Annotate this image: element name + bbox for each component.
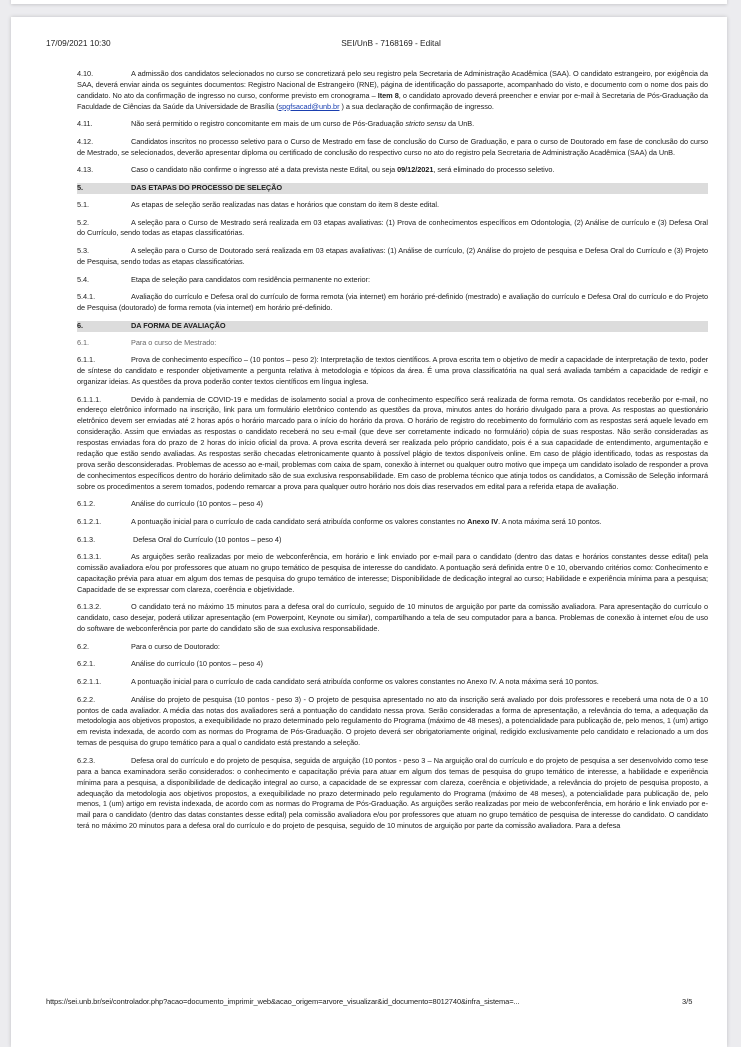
- clause-text: A admissão dos candidatos selecionados no curso se concretizará pelo seu registro pela Secretaria de Administração Acadêmica (SAA). O candidato estrangeiro, por exigência da SAA, deverá enviar ainda os seguintes documentos: Registro Nacional de Estrangeiro (RNE), página de identificação do passaporte, acompanhado do visto, e documento com o nome dos pais do candidato. No ato da confirmação de ingresso no curso, conforme previsto em cronograma –: [77, 69, 708, 100]
- clause-text: A pontuação inicial para o currículo de cada candidato será atribuída conforme os valores constantes no Anexo IV. A nota máxima será 10 pontos.: [131, 677, 599, 687]
- clause-number: 6.2.: [77, 641, 90, 651]
- clause-text: Para o curso de Doutorado:: [131, 641, 220, 651]
- clause-text: Caso o candidato não confirme o ingresso até a data prevista neste Edital, ou seja: [131, 165, 398, 175]
- clause-number: 6.1.2.1.: [77, 516, 102, 526]
- clause-number: 5.4.: [77, 274, 90, 284]
- clause-text: Etapa de seleção para candidatos com residência permanente no exterior:: [131, 274, 370, 284]
- document-url[interactable]: https://sei.unb.br/sei/controlador.php?acao=documento_imprimir_web&acao_origem=arvore_visualizar&id_documento=8012740&infra_sistema=...: [46, 997, 520, 1006]
- clause-text: Candidatos inscritos no processo seletivo para o Curso de Mestrado em fase de conclusão do Curso de Graduação, e para o curso de Doutorado em fase de conclusão do curso de Mestrado, se selecionados, deverão apresentar diploma ou certificado de conclusão do respectivo curso no ato do registro pela Secretaria de Administração Acadêmica (SAA) da UnB.: [77, 136, 708, 157]
- clause-number: 6.: [77, 320, 84, 330]
- email-link[interactable]: spgfsacad@unb.br: [278, 101, 340, 111]
- print-header: [11, 38, 727, 52]
- clause-number: 5.3.: [77, 246, 90, 255]
- clause-number: 5.4.1.: [77, 292, 96, 302]
- clause-number: 6.1.1.1.: [77, 394, 102, 404]
- clause-paragraph: [77, 292, 708, 314]
- page-number: 3/5: [682, 997, 693, 1006]
- clause-number: 6.2.1.1.: [77, 677, 102, 687]
- clause-number: 6.1.3.1.: [77, 552, 102, 562]
- clause-paragraph: [77, 535, 708, 546]
- document-body: [77, 69, 708, 839]
- clause-text: Para o curso de Mestrado:: [131, 337, 217, 347]
- clause-text: Devido à pandemia de COVID-19 e medidas de isolamento social a prova de conhecimento específico será realizada de forma remota. Os candidatos receberão por e-mail, no endereço eletrônico informado na inscrição, link para um formulário eletrônico contendo as questões da prova, minutos antes do horário divulgado para a prova. As respostas ao questionário eletrônico devem ser enviadas até 2 horas após o horário marcado para o início do horário da prova. O horário de registro do recebimento do formulário com as respostas será aquele levado em consideração. Assim que enviadas as respostas o candidato receberá no seu e-mail (que deve ser corretamente indicado no formulário) cópia de suas respostas. Não serão consideradas as respostas enviadas fora do prazo de 2 horas do início oficial da prova. A prova escrita deverá ser realizada pelo próprio candidato, pois é a sua capacidade de entendimento, argumentação e redação que estão sendo avaliadas. As respostas serão checadas eletronicamente quanto à possível plágio de textos disponíveis online. Em caso de plágio identificado, todas as respostas da prova serão desconsideradas. Problemas de acesso ao e-mail, problemas com caixa de spam, conexão à internet ou qualquer outro motivo que impeça um candidato isolado de responder a prova de conhecimentos específicos dentro do horário delimitado são de sua exclusiva responsabilidade. Em caso de problema técnico que atinja todos os candidatos, a Comissão de Seleção informará sobre os procedimentos a serem tomados, podendo remarcar a prova para qualquer outro horário nos dois dias reservados em edital para a referida etapa de avaliação.: [77, 394, 708, 491]
- clause-number: 6.1.: [77, 337, 90, 347]
- clause-text: , o candidato aprovado deverá preencher e enviar por e-mail à Secretaria de Pós-Graduação da Faculdade de Ciências da Saúde da Universidade de Brasília (: [77, 90, 708, 111]
- clause-paragraph: [77, 218, 708, 240]
- clause-text: A seleção para o Curso de Mestrado será realizada em 03 etapas avaliativas: (1) Prova de conhecimentos específicos em Odontologia, (2) Análise de currículo e (3) Defesa Oral do Currículo, sendo todas as etapas classificatórias.: [77, 217, 708, 238]
- clause-paragraph: [77, 355, 708, 388]
- document-title: SEI/UnB - 7168169 - Edital: [341, 38, 441, 48]
- clause-text: Avaliação do currículo e Defesa oral do currículo de forma remota (via internet) em horário pré-definido (mestrado) e avaliação do currículo e Defesa Oral do currículo e do Projeto de Pesquisa (doutorado) de forma remota (via internet) em horário pré-definido.: [77, 292, 708, 312]
- clause-number: 4.12.: [77, 136, 94, 146]
- clause-number: 6.1.3.2.: [77, 602, 102, 612]
- clause-text: Defesa oral do currículo e do projeto de pesquisa, seguida de arguição (10 pontos - peso 3 – Na arguição oral do currículo e do projeto de pesquisa a ser desenvolvido como tese para a banca examinadora serão considerados: o conhecimento e capacitação prévia para atuar em algum dos temas de pesquisa do grupo temático de interesse, a habilidade e experiência mínima para a pesquisa, a disponibilidade de dedicação integral ao curso, a capacidade de se expressar com clareza, coerência e objetividade, a relevância do projeto de pesquisa proposto, a adequação da metodologia aos objetivos propostos, a exequibilidade no prazo determinado pelo regulamento do Programa (máximo de 48 meses), a potencialidade para publicação de, pelo menos, 1 (um) artigo em revista indexada, de acordo com as normas do Programa de Pós-Graduação. As arguições serão realizadas por meio de webconferência, em horário e link enviado por e-mail para o candidato (dentro das datas constantes desse edital) pela comissão avaliadora e/ou por professores que atuam no grupo temático de pesquisa de interesse do candidato. O candidato terá no máximo 20 minutos para a defesa oral do currículo e do projeto de pesquisa, seguido de 10 minutos de arguição por parte da comissão avaliadora. Para a defesa: [77, 755, 708, 831]
- clause-number: 6.2.3.: [77, 755, 96, 765]
- clause-paragraph: [77, 552, 708, 596]
- clause-paragraph: [77, 165, 708, 176]
- clause-text: da UnB.: [445, 119, 475, 129]
- clause-number: 4.10.: [77, 69, 94, 78]
- clause-paragraph: [77, 119, 708, 130]
- clause-number: 5.1.: [77, 199, 90, 209]
- clause-text: ) a sua declaração de confirmação de ingresso.: [339, 101, 494, 111]
- document-page: [11, 17, 727, 1047]
- clause-paragraph: [77, 517, 708, 528]
- clause-number: 4.13.: [77, 165, 94, 175]
- clause-text: As arguições serão realizadas por meio de webconferência, em horário e link enviado por e-mail para o candidato (dentro das datas e horários constantes desse edital) pela comissão avaliadora e/ou por professores que atuam no grupo temático de pesquisa de interesse do candidato. A pontuação será definida entre 0 e 10, obervando critérios como: Conhecimento e capacitação prévia para atuar em algum dos temas de pesquisa do grupo temático de interesse; Disponibilidade de dedicação integral ao curso; Habilidade e experiência mínima para a pesquisa; Capacidade de se expressar com clareza, coerência e objetividade.: [77, 552, 708, 594]
- clause-text: Análise do currículo (10 pontos – peso 4): [131, 499, 263, 509]
- clause-text: . A nota máxima será 10 pontos.: [498, 516, 602, 526]
- clause-paragraph: [77, 602, 708, 635]
- clause-paragraph: [77, 395, 708, 493]
- clause-paragraph: [77, 275, 708, 286]
- clause-number: 5.2.: [77, 217, 90, 227]
- clause-text: As etapas de seleção serão realizadas nas datas e horários que constam do item 8 deste edital.: [131, 199, 440, 209]
- clause-text: stricto sensu: [405, 119, 446, 129]
- clause-paragraph: [77, 677, 708, 688]
- clause-text: DA FORMA DE AVALIAÇÃO: [131, 320, 226, 330]
- clause-text: Análise do currículo (10 pontos – peso 4): [131, 659, 263, 669]
- clause-paragraph: [77, 338, 708, 349]
- clause-number: 5.: [77, 183, 84, 192]
- clause-paragraph: [77, 695, 708, 750]
- clause-paragraph: [77, 137, 708, 159]
- previous-page-edge: [11, 0, 727, 4]
- clause-paragraph: [77, 69, 708, 113]
- section-heading: [77, 321, 708, 332]
- clause-paragraph: [77, 246, 708, 268]
- section-heading: [77, 183, 708, 194]
- clause-text: A pontuação inicial para o currículo de cada candidato será atribuída conforme os valores constantes no: [131, 516, 468, 526]
- clause-paragraph: [77, 659, 708, 670]
- clause-paragraph: [77, 499, 708, 510]
- clause-text: Prova de conhecimento específico – (10 pontos – peso 2): Interpretação de textos científicos. A prova escrita tem o objetivo de medir a capacidade de interpretação de texto, poder de síntese do candidato e responder objetivamente a pergunta relativa à metodologia e tópicos da área. É uma prova classificatória na qual será avaliada também a capacidade de redigir e organizar ideias. As questões da prova poderão conter textos científicos em língua inglesa.: [77, 355, 708, 386]
- clause-number: 6.1.1.: [77, 355, 96, 365]
- clause-paragraph: [77, 200, 708, 211]
- clause-text: Defesa Oral do Currículo (10 pontos – peso 4): [131, 534, 282, 544]
- clause-text: Anexo IV: [467, 516, 499, 526]
- clause-paragraph: [77, 756, 708, 832]
- clause-text: Não será permitido o registro concomitante em mais de um curso de Pós-Graduação: [131, 119, 406, 129]
- clause-text: , será eliminado do processo seletivo.: [433, 165, 555, 175]
- clause-number: 6.2.1.: [77, 659, 96, 669]
- clause-number: 6.1.3.: [77, 534, 96, 544]
- clause-number: 4.11.: [77, 119, 93, 129]
- clause-text: Item 8: [377, 90, 399, 100]
- clause-text: O candidato terá no máximo 15 minutos para a defesa oral do currículo, seguido de 10 minutos de arguição por parte da comissão avaliadora. Para apresentação do currículo o candidato, caso desejar, poderá utilizar apresentação (em Powerpoint, Keynote ou similar), compartilhando a tela de seu computador para a banca. Problemas de conexão à internet e/ou de uso do software de webconferência por parte do candidato são de sua exclusiva responsabilidade.: [77, 602, 708, 634]
- clause-text: 09/12/2021: [397, 165, 434, 175]
- clause-paragraph: [77, 642, 708, 653]
- clause-number: 6.1.2.: [77, 499, 96, 509]
- clause-text: A seleção para o Curso de Doutorado será realizada em 03 etapas avaliativas: (1) Análise de currículo, (2) Análise do projeto de pesquisa e Defesa Oral do Currículo e (3) Projeto de Pesquisa, sendo todas as etapas classificatórias.: [77, 246, 708, 266]
- clause-number: 6.2.2.: [77, 694, 96, 704]
- clause-text: Análise do projeto de pesquisa (10 pontos - peso 3) - O projeto de pesquisa apresentado no ato da inscrição será avaliado por dois professores e receberá uma nota de 0 a 10 pontos de cada avaliador. A média das notas dos avaliadores será a pontuação do candidato nessa prova. Serão consideradas a forma de apresentação, a relevância do tema, a adequação da metodologia aos objetivos propostos, a exequibilidade no prazo determinado pelo regulamento do Programa (máximo de 48 meses), a potencialidade para publicação de, pelo menos, 1 (um) artigo em revista indexada, de acordo com as normas do Programa de Pós-Graduação. O projeto deverá ser obrigatoriamente original, redigido exclusivamente pelo candidato e relacionado a um dos temas de pesquisa do grupo temático para a qual o candidato está prestando a seleção.: [77, 694, 708, 748]
- print-footer: [11, 997, 727, 1011]
- print-datetime: 17/09/2021 10:30: [46, 38, 111, 48]
- clause-text: DAS ETAPAS DO PROCESSO DE SELEÇÃO: [131, 183, 283, 192]
